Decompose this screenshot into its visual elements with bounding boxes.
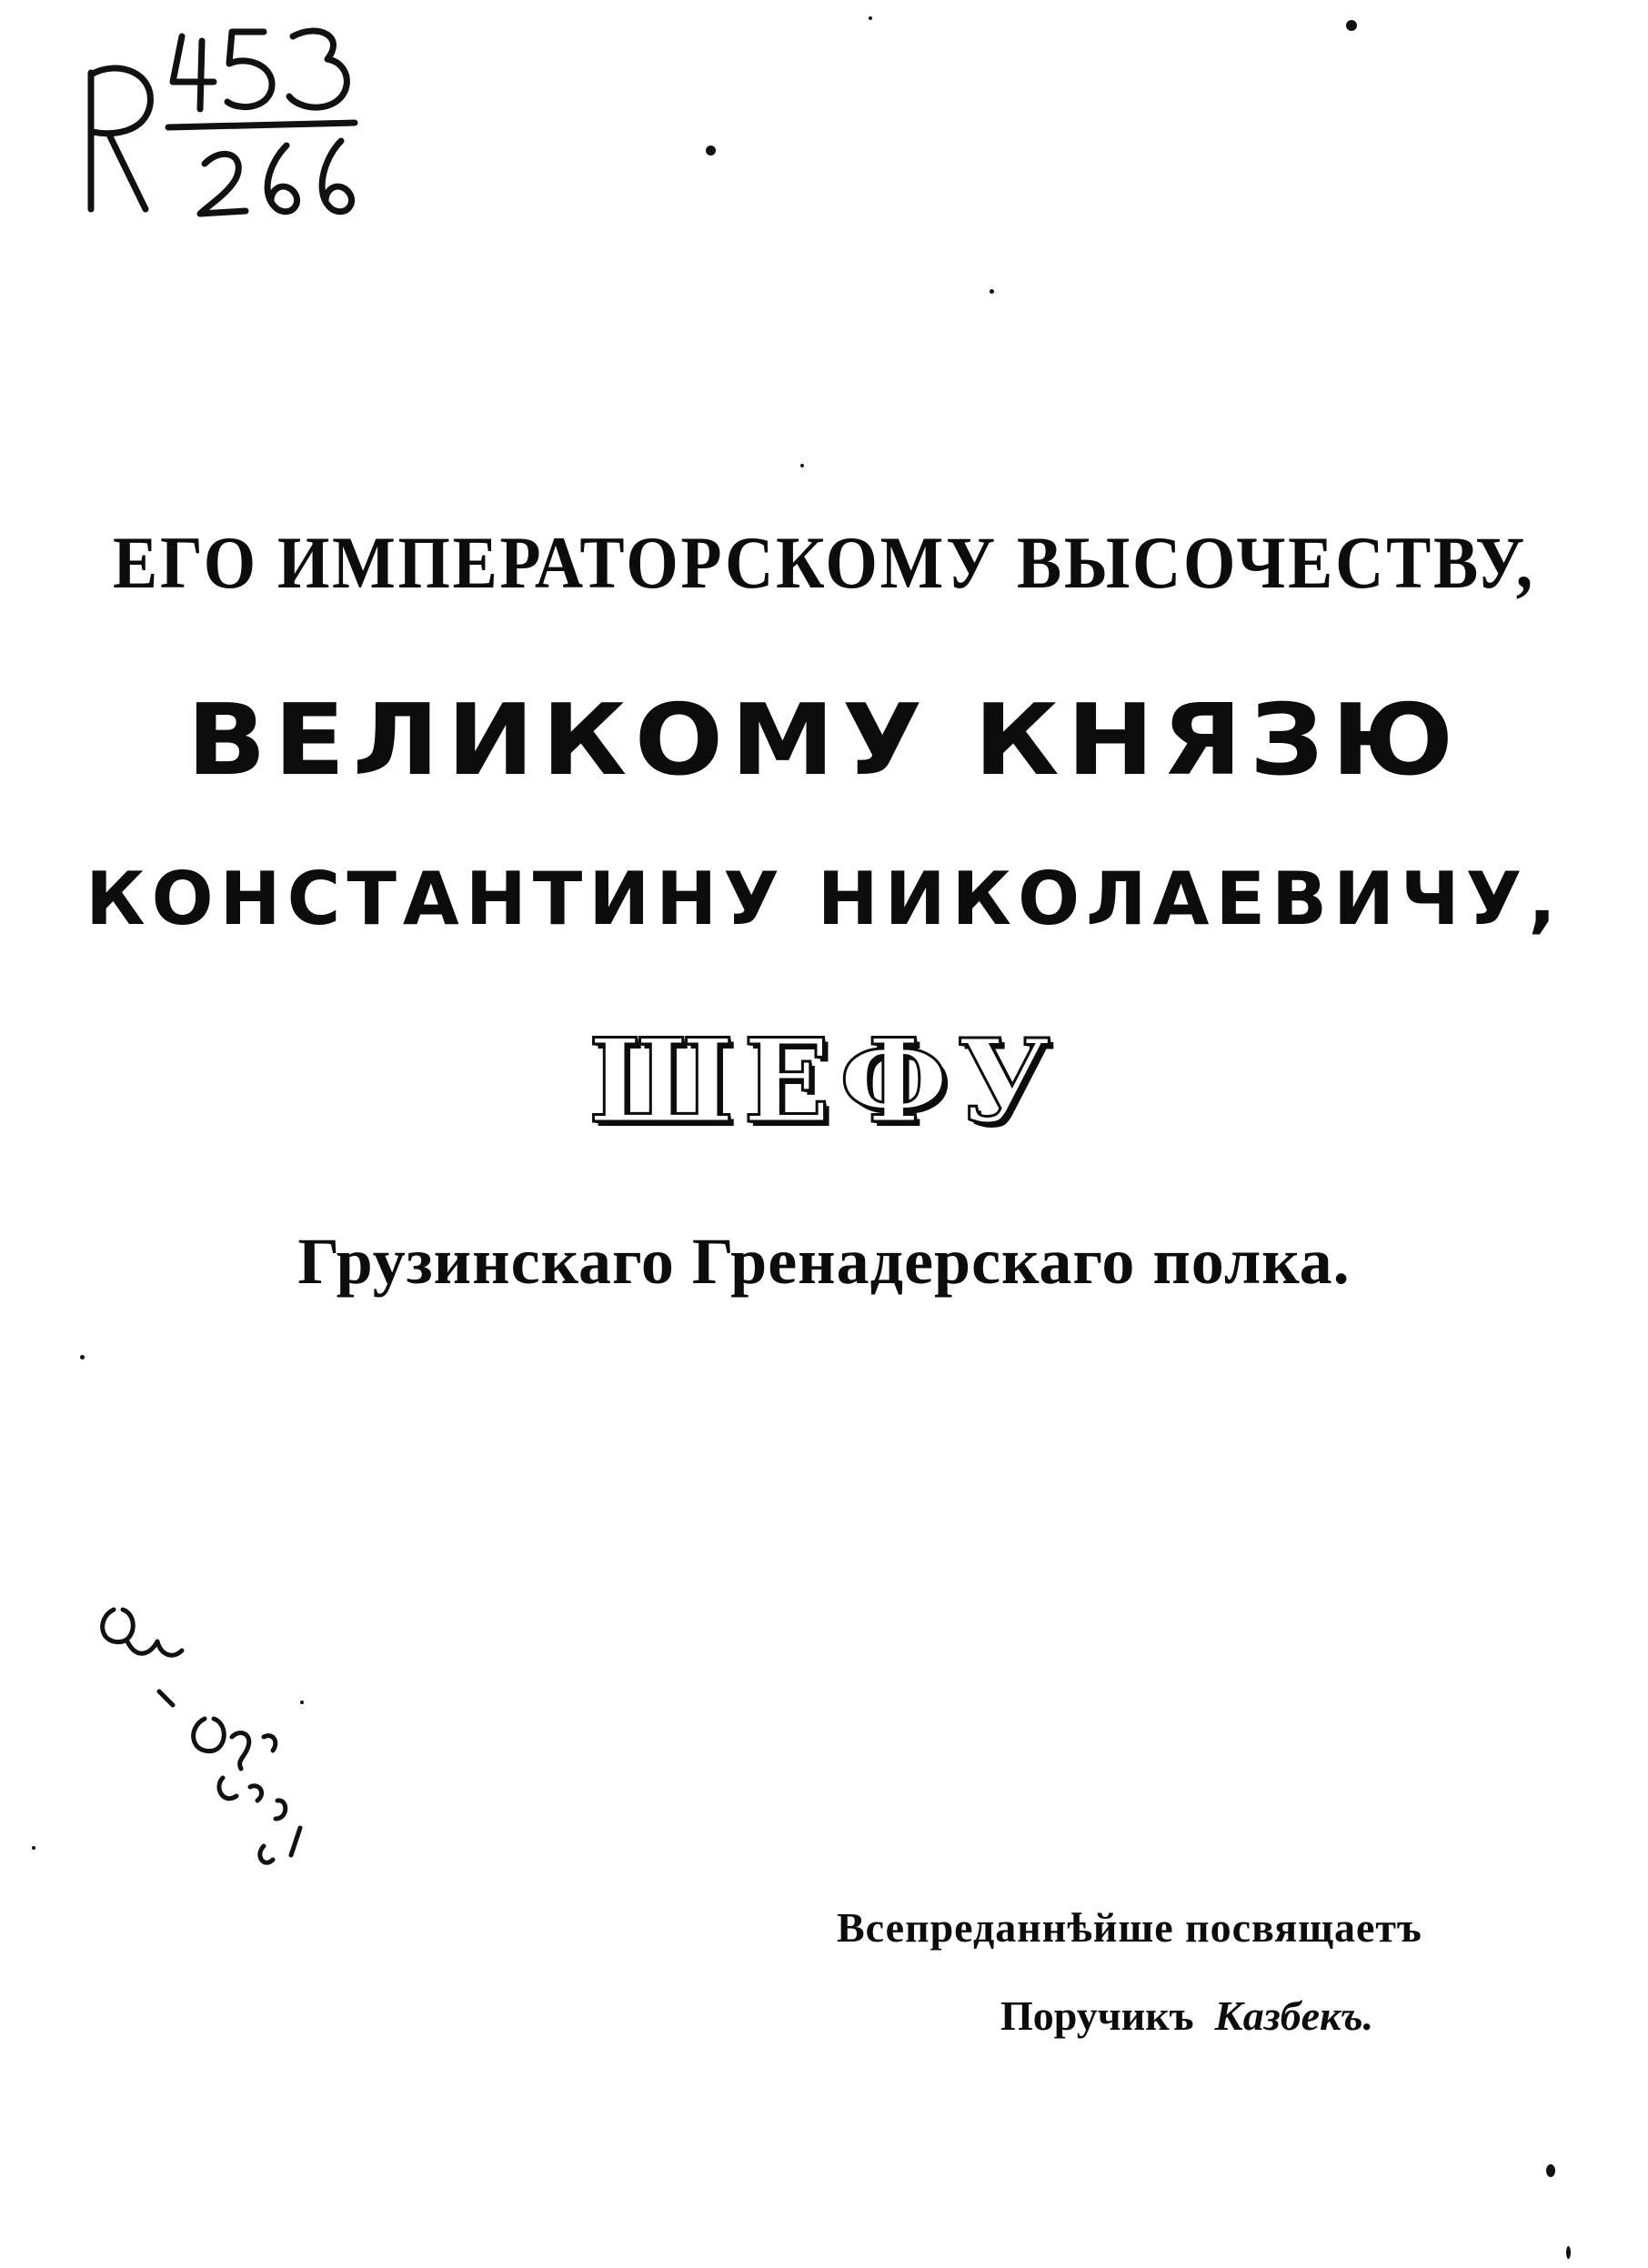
- dedication-line-1: ЕГО ИМПЕРАТОРСКОМУ ВЫСОЧЕСТВУ,: [113, 521, 1535, 604]
- scan-speck: [800, 464, 804, 467]
- scan-speck: [1566, 2246, 1571, 2259]
- signature-line-2: [1000, 1992, 1546, 2040]
- scan-speck: [80, 1355, 85, 1360]
- signature-line-1: Всепреданнѣйше посвящаетъ: [837, 1904, 1422, 1951]
- dedication-line-3: КОНСТАНТИНУ НИКОЛАЕВИЧУ,: [85, 857, 1563, 941]
- scan-speck: [1346, 20, 1357, 31]
- signature-rank: Поручикъ: [1000, 1992, 1194, 2039]
- scan-speck: [990, 289, 994, 294]
- scan-speck: [706, 146, 716, 156]
- scan-speck: [1546, 2164, 1555, 2177]
- scan-speck: [869, 16, 872, 20]
- dedication-line-5: Грузинскаго Гренадерскаго полка.: [297, 1225, 1351, 1298]
- signature-name: Казбекъ.: [1214, 1992, 1374, 2039]
- margin-note-handwriting: [86, 1591, 341, 1892]
- dedication-line-4: ШЕФУ: [588, 1014, 1060, 1149]
- shelfmark-handwriting: [55, 18, 418, 227]
- dedication-line-2: ВЕЛИКОМУ КНЯЗЮ: [186, 684, 1462, 798]
- scan-speck: [32, 1846, 35, 1850]
